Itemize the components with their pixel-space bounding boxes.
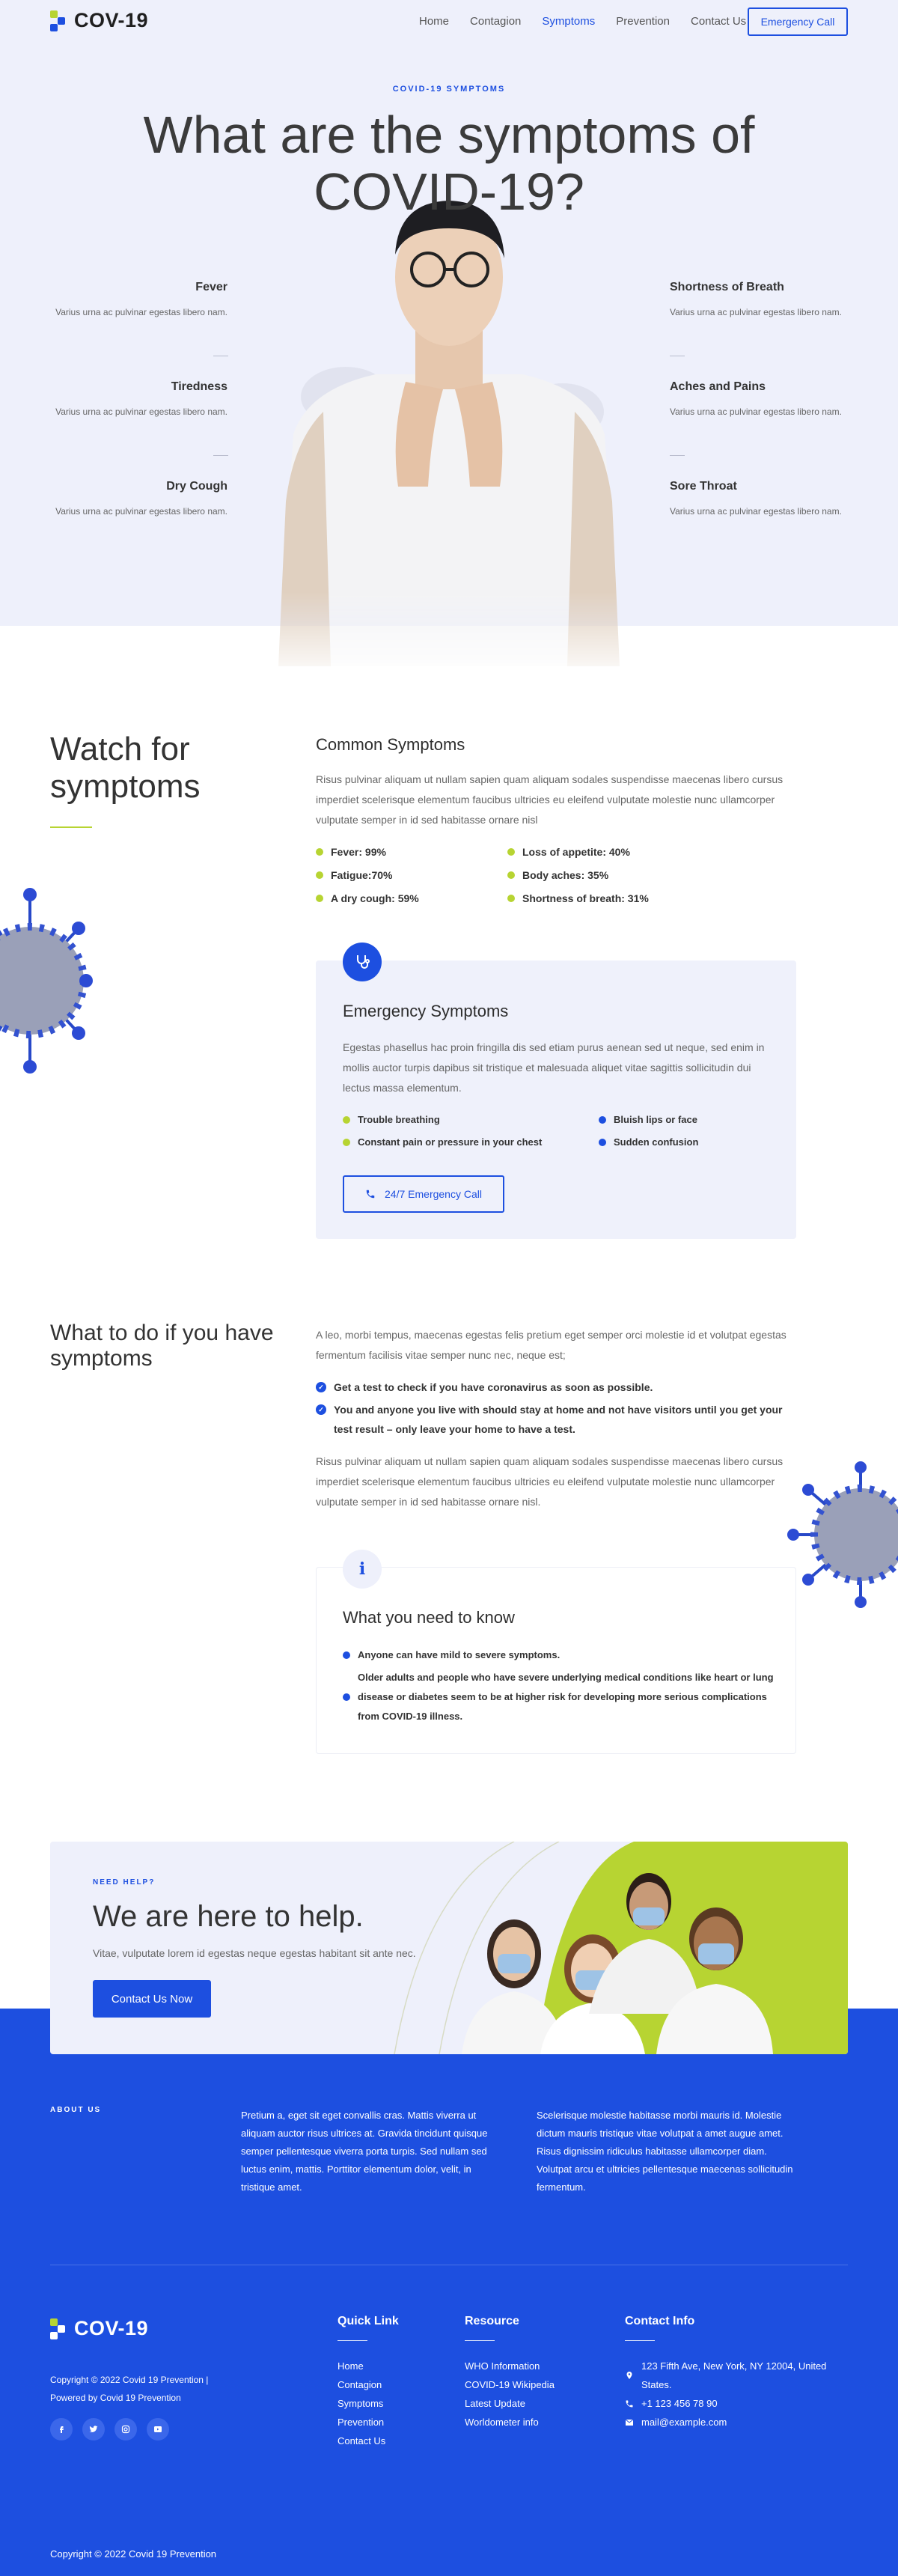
symptom-text: Varius urna ac pulvinar egestas libero nam. bbox=[670, 307, 842, 317]
help-eyebrow: NEED HELP? bbox=[93, 1878, 156, 1887]
phone-icon bbox=[365, 1189, 376, 1199]
stat-shortness-of-breath: Shortness of breath: 31% bbox=[507, 892, 649, 904]
quick-link-heading: Quick Link bbox=[337, 2315, 399, 2327]
bullet-dot bbox=[507, 848, 515, 856]
emergency-text: Egestas phasellus hac proin fringilla dis sed etiam purus aenean sed ut neque, sed enim in mollis auctor turpis dapibus sit tristique et malesuada aliquet vitae sagittis sollicitudin dui lectus massa elementum. bbox=[343, 1041, 765, 1094]
emergency-item: Bluish lips or face bbox=[599, 1114, 697, 1125]
contact-email[interactable]: mail@example.com bbox=[625, 2413, 727, 2432]
symptom-title: Fever bbox=[195, 281, 227, 293]
about-heading: ABOUT US bbox=[50, 2106, 102, 2114]
know-item: Anyone can have mild to severe symptoms. bbox=[343, 1649, 777, 1660]
stat-fatigue: Fatigue:70% bbox=[316, 869, 392, 881]
person-illustration bbox=[248, 187, 650, 681]
logo-mark-icon bbox=[50, 2318, 67, 2339]
symptom-title: Aches and Pains bbox=[670, 380, 766, 393]
know-title: What you need to know bbox=[343, 1608, 515, 1627]
footer-copyright-2: Powered by Covid 19 Prevention bbox=[50, 2393, 181, 2403]
todo-intro: A leo, morbi tempus, maecenas egestas felis pretium eget semper orci molestie id et volutpat egestas fermentum facilisis vitae semper nunc nec, neque est; bbox=[316, 1329, 786, 1361]
footer-link-who[interactable]: WHO Information bbox=[465, 2360, 540, 2372]
bullet-dot bbox=[599, 1116, 606, 1124]
symptom-title: Sore Throat bbox=[670, 480, 737, 493]
nav-symptoms[interactable]: Symptoms bbox=[542, 15, 596, 28]
footer-link-worldometer[interactable]: Worldometer info bbox=[465, 2417, 539, 2428]
logo-text: COV-19 bbox=[74, 9, 149, 31]
help-title: We are here to help. bbox=[93, 1900, 364, 1933]
symptom-title: Tiredness bbox=[171, 380, 227, 393]
hero-title: What are the symptoms of COVID-19? bbox=[143, 106, 755, 221]
footer-link-wikipedia[interactable]: COVID-19 Wikipedia bbox=[465, 2379, 555, 2390]
footer-copyright-1: Copyright © 2022 Covid 19 Prevention | bbox=[50, 2375, 209, 2385]
todo-check-item: ✓ Get a test to check if you have coronavirus as soon as possible. bbox=[316, 1377, 795, 1397]
emergency-item: Sudden confusion bbox=[599, 1136, 698, 1148]
heading-line bbox=[337, 2340, 367, 2341]
bullet-dot bbox=[343, 1651, 350, 1659]
symptom-dry-cough bbox=[33, 480, 227, 520]
symptom-shortness-of-breath bbox=[670, 281, 864, 321]
instagram-icon[interactable] bbox=[114, 2418, 137, 2440]
todo-text: Risus pulvinar aliquam ut nullam sapien quam aliquam sodales suspendisse maecenas libero cursus imperdiet scelerisque elementum faucibus ultricies eu eleifend vulputate molestie nunc ullamcorper vulputate semper in id sed habitasse ornare nisl. bbox=[316, 1455, 784, 1508]
virus-right-icon bbox=[786, 1460, 898, 1610]
emergency-title: Emergency Symptoms bbox=[343, 1002, 509, 1020]
title-underline bbox=[50, 826, 92, 828]
footer-background bbox=[0, 2009, 898, 2576]
bullet-dot bbox=[316, 848, 323, 856]
symptom-aches-and-pains bbox=[670, 380, 864, 421]
bullet-dot bbox=[507, 895, 515, 902]
footer-link-home[interactable]: Home bbox=[337, 2360, 364, 2372]
contact-address: 123 Fifth Ave, New York, NY 12004, United States. bbox=[625, 2357, 834, 2394]
resource-heading: Resource bbox=[465, 2315, 519, 2327]
know-item: Older adults and people who have severe underlying medical conditions like heart or lung disease or diabetes seem to be at higher risk for developing more serious complications from COVID-19 illness. bbox=[343, 1668, 777, 1726]
common-symptoms-title: Common Symptoms bbox=[316, 735, 465, 754]
logo-mark-icon bbox=[50, 10, 67, 31]
bullet-dot bbox=[343, 1139, 350, 1146]
facebook-icon[interactable] bbox=[50, 2418, 73, 2440]
nav-home[interactable]: Home bbox=[419, 15, 450, 28]
about-col-1: Pretium a, eget sit eget convallis cras. Mattis viverra ut aliquam auctor risus ultrices at. Gravida tincidunt quisque semper pellentesque viverra porta turpis. Sed nullam sed luctus enim, mattis. Porttitor elementum dolor, velit, in tristique amet. bbox=[241, 2110, 488, 2193]
emergency-item: Constant pain or pressure in your chest bbox=[343, 1136, 542, 1148]
bullet-dot bbox=[507, 871, 515, 879]
todo-title: What to do if you have symptoms bbox=[50, 1321, 274, 1371]
bullet-dot bbox=[599, 1139, 606, 1146]
symptom-text: Varius urna ac pulvinar egestas libero nam. bbox=[670, 407, 842, 417]
mail-icon bbox=[625, 2419, 634, 2426]
site-logo[interactable] bbox=[50, 9, 148, 32]
help-people-image bbox=[364, 1842, 848, 2054]
phone-icon bbox=[625, 2399, 634, 2408]
footer-link-contagion[interactable]: Contagion bbox=[337, 2379, 382, 2390]
help-text: Vitae, vulputate lorem id egestas neque egestas habitant sit ante nec. bbox=[93, 1947, 416, 1959]
symptom-fever bbox=[33, 281, 227, 321]
info-icon: i bbox=[343, 1550, 382, 1589]
bullet-dot bbox=[316, 871, 323, 879]
footer-logo-text: COV-19 bbox=[74, 2317, 149, 2339]
contact-us-now-button[interactable]: Contact Us Now bbox=[93, 1980, 211, 2018]
symptom-title: Dry Cough bbox=[166, 480, 227, 493]
footer-link-prevention[interactable]: Prevention bbox=[337, 2417, 385, 2428]
footer-logo[interactable] bbox=[50, 2317, 148, 2340]
todo-check-item: ✓ You and anyone you live with should stay at home and not have visitors until you get your test result – only leave your home to have a test. bbox=[316, 1400, 795, 1439]
resource-links bbox=[465, 2357, 555, 2432]
symptom-text: Varius urna ac pulvinar egestas libero nam. bbox=[670, 506, 842, 517]
check-icon: ✓ bbox=[316, 1382, 326, 1392]
symptom-sore-throat bbox=[670, 480, 864, 520]
divider bbox=[670, 455, 685, 456]
symptom-title: Shortness of Breath bbox=[670, 281, 784, 293]
symptom-tiredness bbox=[33, 380, 227, 421]
main-nav bbox=[409, 15, 757, 28]
footer-link-contact-us[interactable]: Contact Us bbox=[337, 2435, 386, 2446]
footer-bottom-copyright: Copyright © 2022 Covid 19 Prevention bbox=[50, 2548, 217, 2560]
stat-fever: Fever: 99% bbox=[316, 846, 386, 858]
nav-contact-us[interactable]: Contact Us bbox=[690, 15, 747, 28]
footer-link-latest-update[interactable]: Latest Update bbox=[465, 2398, 525, 2409]
contact-phone[interactable]: +1 123 456 78 90 bbox=[625, 2394, 718, 2413]
stat-dry-cough: A dry cough: 59% bbox=[316, 892, 419, 904]
symptom-text: Varius urna ac pulvinar egestas libero nam. bbox=[55, 307, 227, 317]
contact-info-heading: Contact Info bbox=[625, 2315, 695, 2327]
twitter-icon[interactable] bbox=[82, 2418, 105, 2440]
emergency-call-247-label: 24/7 Emergency Call bbox=[385, 1188, 482, 1200]
youtube-icon[interactable] bbox=[147, 2418, 169, 2440]
footer-link-symptoms[interactable]: Symptoms bbox=[337, 2398, 384, 2409]
bullet-dot bbox=[343, 1693, 350, 1701]
hero-eyebrow: COVID-19 SYMPTOMS bbox=[392, 85, 506, 94]
nav-prevention[interactable]: Prevention bbox=[616, 15, 670, 28]
heading-line bbox=[465, 2340, 495, 2341]
quick-links bbox=[337, 2357, 385, 2450]
virus-left-icon bbox=[0, 876, 97, 1085]
symptom-text: Varius urna ac pulvinar egestas libero nam. bbox=[55, 506, 227, 517]
about-col-2: Scelerisque molestie habitasse morbi mauris id. Molestie dictum mauris tristique vitae volutpat a amet augue amet. Risus dignissim ridiculus habitasse ullamcorper diam. Volutpat arcu et ultricies pellentesque maecenas sollicitudin fermentum. bbox=[537, 2110, 793, 2193]
emergency-call-247-button[interactable] bbox=[343, 1175, 504, 1213]
bullet-dot bbox=[316, 895, 323, 902]
common-symptoms-text: Risus pulvinar aliquam ut nullam sapien quam aliquam sodales suspendisse maecenas libero cursus imperdiet scelerisque elementum faucibus ultricies eu eleifend vulputate molestie nunc ullamcorper vulputate semper in id sed habitasse ornare nisl bbox=[316, 773, 784, 826]
emergency-item: Trouble breathing bbox=[343, 1114, 440, 1125]
stat-body-aches: Body aches: 35% bbox=[507, 869, 608, 881]
divider bbox=[213, 455, 228, 456]
watch-title: Watch for symptoms bbox=[50, 731, 201, 805]
bullet-dot bbox=[343, 1116, 350, 1124]
heading-line bbox=[625, 2340, 655, 2341]
stethoscope-icon bbox=[343, 943, 382, 981]
nav-contagion[interactable]: Contagion bbox=[470, 15, 522, 28]
stat-loss-of-appetite: Loss of appetite: 40% bbox=[507, 846, 630, 858]
symptom-text: Varius urna ac pulvinar egestas libero nam. bbox=[55, 407, 227, 417]
location-icon bbox=[625, 2370, 634, 2381]
check-icon: ✓ bbox=[316, 1404, 326, 1415]
emergency-call-button[interactable]: Emergency Call bbox=[748, 7, 848, 36]
